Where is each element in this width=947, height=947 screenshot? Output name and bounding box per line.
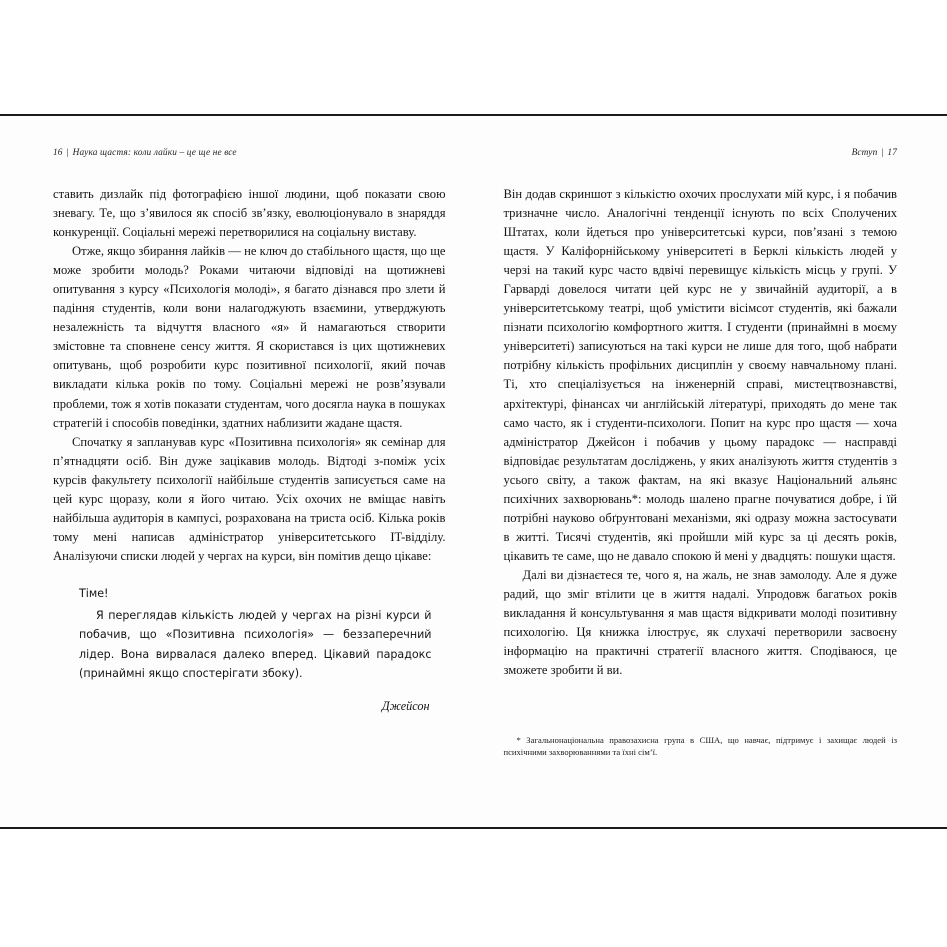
left-folio-number: 16 (53, 148, 63, 158)
paragraph: Далі ви дізнаєтеся те, чого я, на жаль, не знав замолоду. Але я дуже радий, що зміг втілити це в життя надалі. Упродовж багатьох років викладання й консультування я мав щастя відкривати молоді позитивну психологію. Ця книжка ілюструє, як слухачі перетворили засвоєну інформацію на практичні стратегії власного життя. Сподіваюся, це зможете зробити й ви. (503, 567, 897, 678)
bottom-edge-rule (0, 827, 947, 829)
paragraph: ставить дизлайк під фотографією іншої людини, щоб показати свою зневагу. Те, що з’явилося як спосіб зв’язку, еволюціонувало в знаряддя конкуренції. Соціальні мережі перетворилися на соціальну виставу. (53, 187, 446, 240)
left-running-head (53, 148, 446, 160)
quote-salutation: Тіме! (79, 586, 109, 600)
left-runhead-separator: | (66, 148, 69, 158)
paragraph: Отже, якщо збирання лайків — не ключ до стабільного щастя, що ще може зробити молодь? Роками читаючи відповіді на щотижневі опитування з курсу «Психологія молоді», я багато дізнався про злети й падіння студентів, коли вони налагоджують взаємини, утверджують незалежність та відчуття власного «я» й намагаються створити змістовне та сповнене сенсу життя. Я скористався із цих щотижневих опитувань, щоб розробити курс позитивної психології, який почав викладати кілька років по тому. Соціальні мережі не розв’язували проблеми, тож я хотів показати студентам, чого досягла наука в пошуках стратегій і способів поведінки, здатних наблизити жадане щастя. (53, 244, 446, 430)
left-body-column (53, 185, 446, 717)
right-page (474, 116, 947, 827)
two-page-spread (0, 116, 947, 827)
left-runhead-title: Наука щастя: коли лайки – це ще не все (72, 148, 237, 158)
right-runhead-title: Вступ (851, 148, 878, 158)
right-running-head (504, 148, 898, 160)
quoted-email-block (53, 584, 446, 717)
footnote-text: * Загальнонаціональна правозахисна група в США, що навчає, підтримує і захищає людей із психічними захворюваннями та їхні сім’ї. (503, 734, 897, 758)
quote-body: Я переглядав кількість людей у чергах на різні курси й побачив, що «Позитивна психологія» — беззаперечний лідер. Вона вирвалася далеко вперед. Цікавий парадокс (принаймні якщо спостерігати збоку). (79, 608, 432, 681)
right-folio-number: 17 (887, 148, 897, 158)
footnote-area (504, 734, 898, 759)
right-body-column (504, 185, 898, 680)
quote-signature: Джейсон (381, 698, 430, 713)
right-runhead-separator: | (881, 148, 884, 158)
left-page (0, 116, 474, 827)
paragraph: Він додав скриншот з кількістю охочих прослухати мій курс, і я побачив тризначне число. Аналогічні тенденції існують по всіх Сполучених Штатах, коли йдеться про університетські курси, пов’язані з темою щастя. У Каліфорнійському університеті в Берклі кількість людей у черзі на такий курс часто вдвічі перевищує кількість місць у групі. У Гарварді довелося читати цей курс не у звичайній аудиторії, а в університетському театрі, щоб умістити вісімсот студентів, які бажали пізнати психологію комфортного життя. І студенти (принаймні в моєму університеті) записуються на такі курси не лише для того, щоб набрати потрібну кількість профільних дисциплін у своєму навчальному плані. Ті, хто спеціалізується на інженерній справі, мистецтвознавстві, архітектурі, фінансах чи англійській літературі, приходять до мене так само часто, як і студенти-психологи. Попит на курс про щастя — хоча адміністратор Джейсон і побачив у цьому парадокс — насправді відповідає результатам досліджень, у яких аналізують життя студентів з усього світу, а також фактам, на які вказує Національний альянс психічних захворювань*: молодь шалено прагне почуватися добре, і їй потрібні науково обґрунтовані механізми, які одразу можна застосувати в житті. Тисячі студентів, які пройшли мій курс за ці десять років, цікавить те саме, що не давало спокою й мені у двадцять: пошуки щастя. (503, 187, 897, 563)
paragraph: Спочатку я запланував курс «Позитивна психологія» як семінар для п’ятнадцяти осіб. Він дуже зацікавив молодь. Відтоді з-поміж усіх курсів факультету психології найбільше студентів записується саме на цей курс щоразу, коли я його читаю. Усіх охочих не вміщає навіть найбільша аудиторія в кампусі, розрахована на триста осіб. Кілька років тому мені написав адміністратор університетського IT-відділу. Аналізуючи списки людей у чергах на курси, він помітив дещо цікаве: (53, 434, 446, 563)
